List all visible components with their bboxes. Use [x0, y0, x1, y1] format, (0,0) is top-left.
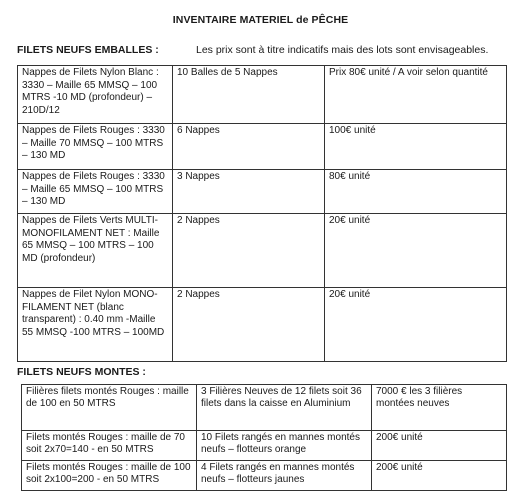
table-row — [18, 124, 507, 170]
table-row — [18, 214, 507, 288]
quantity-cell: 6 Nappes — [173, 124, 325, 170]
description-cell: Nappes de Filets Rouges : 3330 – Maille 70 MMSQ – 100 MTRS – 130 MD — [18, 124, 173, 170]
price-cell: 200€ unité — [372, 461, 507, 491]
quantity-cell: 2 Nappes — [173, 214, 325, 288]
page-title: INVENTAIRE MATERIEL de PÊCHE — [172, 14, 349, 26]
emballes-table — [17, 65, 507, 362]
quantity-cell: 10 Balles de 5 Nappes — [173, 66, 325, 124]
price-note: Les prix sont à titre indicatifs mais des lots sont envisageables. — [196, 44, 489, 56]
price-cell: 7000 € les 3 filières montées neuves — [372, 385, 507, 431]
section-heading-emballes: FILETS NEUFS EMBALLES : — [17, 44, 159, 56]
price-cell: Prix 80€ unité / A voir selon quantité — [325, 66, 507, 124]
quantity-cell: 3 Filières Neuves de 12 filets soit 36 filets dans la caisse en Aluminium — [197, 385, 372, 431]
quantity-cell: 4 Filets rangés en mannes montés neufs – flotteurs jaunes — [197, 461, 372, 491]
price-cell: 20€ unité — [325, 288, 507, 362]
description-cell: Nappes de Filets Nylon Blanc : 3330 – Maille 65 MMSQ – 100 MTRS -10 MD (profondeur) – 210D/12 — [18, 66, 173, 124]
quantity-cell: 10 Filets rangés en mannes montés neufs – flotteurs orange — [197, 431, 372, 461]
table-row — [18, 288, 507, 362]
montes-table — [21, 384, 507, 491]
table-row — [18, 170, 507, 214]
description-cell: Filets montés Rouges : maille de 70 soit 2x70=140 - en 50 MTRS — [22, 431, 197, 461]
price-cell: 200€ unité — [372, 431, 507, 461]
quantity-cell: 2 Nappes — [173, 288, 325, 362]
price-cell: 100€ unité — [325, 124, 507, 170]
quantity-cell: 3 Nappes — [173, 170, 325, 214]
description-cell: Filières filets montés Rouges : maille de 100 en 50 MTRS — [22, 385, 197, 431]
table-row — [22, 431, 507, 461]
description-cell: Nappes de Filet Nylon MONO-FILAMENT NET (blanc transparent) : 0.40 mm -Maille 55 MMSQ -100 MTRS – 100MD — [18, 288, 173, 362]
table-row — [22, 385, 507, 431]
description-cell: Nappes de Filets Verts MULTI-MONOFILAMENT NET : Maille 65 MMSQ – 100 MTRS – 100 MD (profondeur) — [18, 214, 173, 288]
table-row — [18, 66, 507, 124]
description-cell: Nappes de Filets Rouges : 3330 – Maille 65 MMSQ – 100 MTRS – 130 MD — [18, 170, 173, 214]
price-cell: 20€ unité — [325, 214, 507, 288]
price-cell: 80€ unité — [325, 170, 507, 214]
section-heading-montes: FILETS NEUFS MONTES : — [17, 366, 146, 378]
description-cell: Filets montés Rouges : maille de 100 soit 2x100=200 - en 50 MTRS — [22, 461, 197, 491]
table-row — [22, 461, 507, 491]
